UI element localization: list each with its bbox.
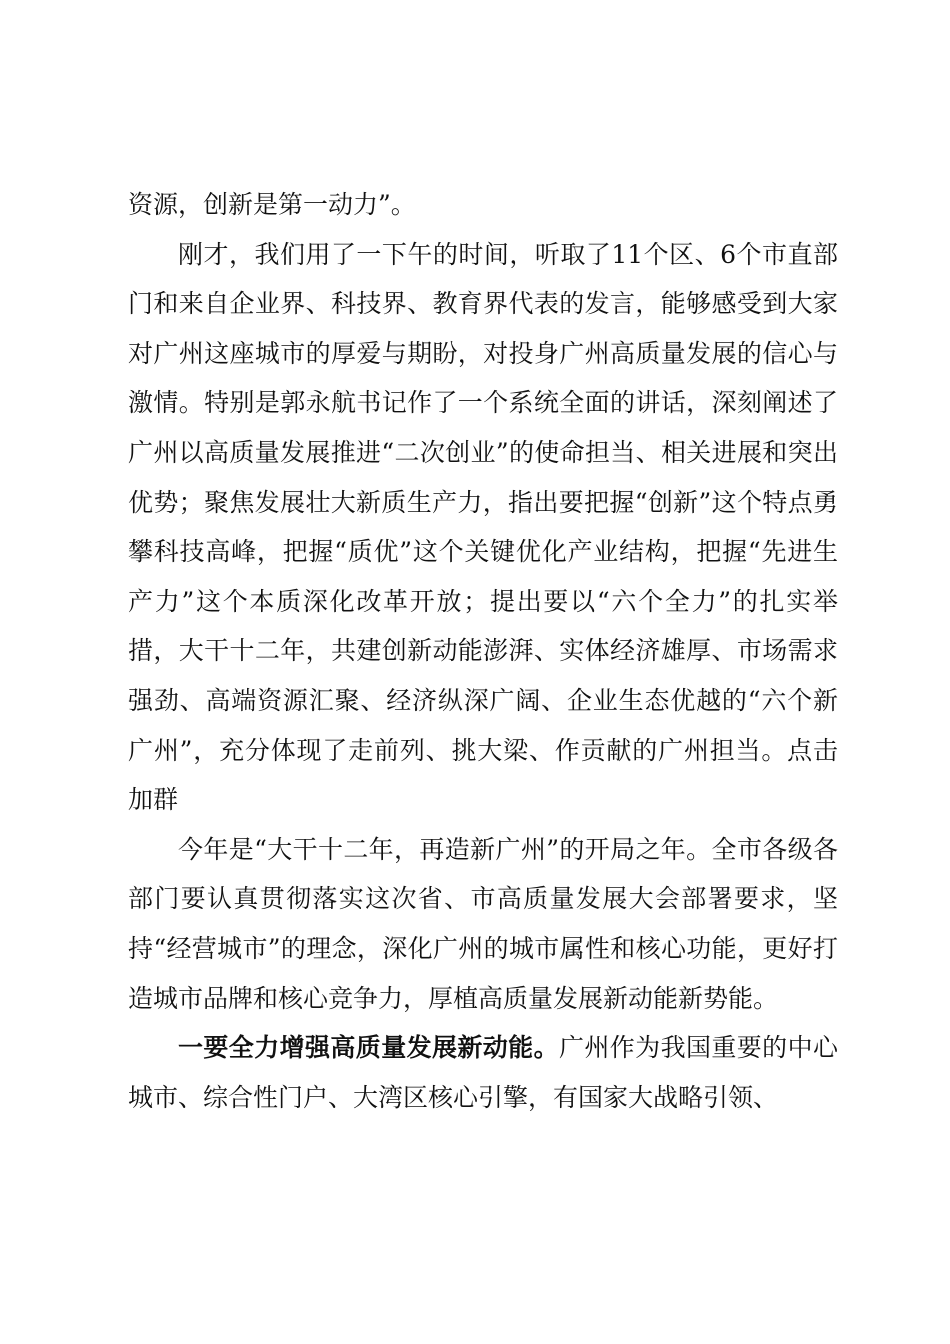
paragraph-text: 广州作为我国重要的中心城市、综合性门户、大湾区核心引擎，有国家大战略引领、 xyxy=(128,1033,838,1112)
paragraph-3 xyxy=(128,825,838,1023)
document-body xyxy=(128,180,838,1122)
paragraph-bold-lead: 一要全力增强高质量发展新动能。 xyxy=(178,1033,559,1063)
paragraph-text: 今年是“大干十二年，再造新广州”的开局之年。全市各级各部门要认真贯彻落实这次省、市高质量发展大会部署要求，坚持“经营城市”的理念，深化广州的城市属性和核心功能，更好打造城市品牌和核心竞争力，厚植高质量发展新动能新势能。 xyxy=(128,834,838,1013)
paragraph-text: 资源，创新是第一动力”。 xyxy=(128,190,416,219)
paragraph-text: 刚才，我们用了一下午的时间，听取了11个区、6个市直部门和来自企业界、科技界、教育界代表的发言，能够感受到大家对广州这座城市的厚爱与期盼，对投身广州高质量发展的信心与激情。特别是郭永航书记作了一个系统全面的讲话，深刻阐述了广州以高质量发展推进“二次创业”的使命担当、相关进展和突出优势；聚焦发展壮大新质生产力，指出要把握“创新”这个特点勇攀科技高峰，把握“质优”这个关键优化产业结构，把握“先进生产力”这个本质深化改革开放；提出要以“六个全力”的扎实举措，大干十二年，共建创新动能澎湃、实体经济雄厚、市场需求强劲、高端资源汇聚、经济纵深广阔、企业生态优越的“六个新广州”，充分体现了走前列、挑大梁、作贡献的广州担当。点击加群 xyxy=(128,239,838,815)
paragraph-4 xyxy=(128,1023,838,1122)
paragraph-1 xyxy=(128,180,838,230)
paragraph-2 xyxy=(128,230,838,825)
